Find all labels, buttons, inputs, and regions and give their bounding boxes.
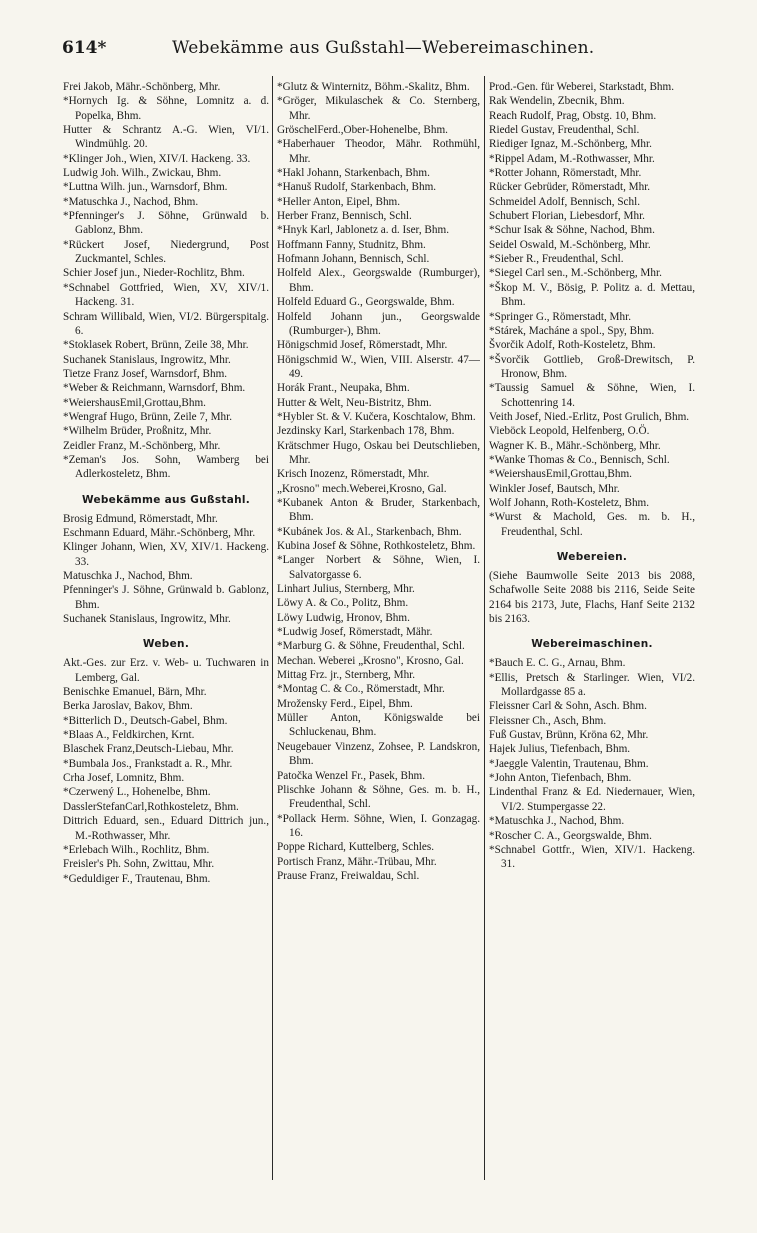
directory-entry: Tietze Franz Josef, Warnsdorf, Bhm.: [63, 367, 228, 380]
directory-entry: Klinger Johann, Wien, XV, XIV/1. Hackeng. 33.: [63, 541, 269, 568]
directory-entry: *WeiershausEmil,Grottau,Bhm.: [63, 396, 206, 409]
directory-entry: *Schnabel Gottfr., Wien, XIV/1. Hackeng. 31.: [489, 843, 695, 871]
directory-entry: *Gröger, Mikulaschek & Co. Sternberg, Mhr.: [277, 95, 480, 122]
directory-entry: Ludwig Joh. Wilh., Zwickau, Bhm.: [63, 167, 222, 180]
page-number: 614*: [62, 38, 107, 58]
directory-entry: *Wengraf Hugo, Brünn, Zeile 7, Mhr.: [63, 410, 233, 423]
directory-entry: Holfeld Johann jun., Georgswalde (Rumburger-), Bhm.: [277, 310, 480, 337]
directory-entry: Fleissner Carl & Sohn, Asch. Bhm.: [489, 700, 647, 713]
directory-entry: *Rippel Adam, M.-Rothwasser, Mhr.: [489, 152, 655, 165]
directory-entry: GröschelFerd.,Ober-Hohenelbe, Bhm.: [277, 124, 448, 137]
directory-entry: Riedel Gustav, Freudenthal, Schl.: [489, 124, 640, 137]
directory-entry: Holfeld Alex., Georgswalde (Rumburger), Bhm.: [277, 267, 480, 294]
directory-entry: Seidel Oswald, M.-Schönberg, Mhr.: [489, 238, 651, 251]
section-heading: Webekämme aus Gußstahl.: [81, 493, 251, 506]
directory-entry: Löwy Ludwig, Hronov, Bhm.: [277, 611, 410, 624]
directory-entry: Veith Josef, Nied.-Erlitz, Post Grulich, Bhm.: [489, 410, 690, 423]
directory-entry: *Hybler St. & V. Kučera, Koschtalow, Bhm.: [277, 410, 476, 423]
directory-entry: *Rückert Josef, Niedergrund, Post Zuckmantel, Schles.: [63, 238, 269, 266]
directory-entry: Hutter & Schrantz A.-G. Wien, VI/1. Windmühlg. 20.: [63, 124, 269, 151]
directory-entry: Akt.-Ges. zur Erz. v. Web- u. Tuchwaren in Lemberg, Gal.: [63, 657, 269, 684]
directory-entry: *Ludwig Josef, Römerstadt, Mähr.: [277, 626, 433, 639]
directory-entry: Fuß Gustav, Brünn, Kröna 62, Mhr.: [489, 729, 649, 742]
directory-entry: *Kubanek Anton & Bruder, Starkenbach, Bhm.: [277, 496, 480, 524]
page-title: Webekämme aus Gußstahl—Webereimaschinen.: [172, 38, 595, 58]
directory-entry: Rücker Gebrüder, Römerstadt, Mhr.: [489, 181, 651, 194]
directory-entry: *Klinger Joh., Wien, XIV/I. Hackeng. 33.: [63, 152, 251, 165]
directory-entry: Mechan. Weberei „Krosno", Krosno, Gal.: [277, 654, 464, 667]
column-right: [489, 80, 695, 1180]
directory-entry: *Hakl Johann, Starkenbach, Bhm.: [277, 167, 430, 180]
directory-entry: Riediger Ignaz, M.-Schönberg, Mhr.: [489, 138, 652, 151]
directory-entry: Suchanek Stanislaus, Ingrowitz, Mhr.: [63, 613, 231, 626]
directory-entry: Rak Wendelin, Zbecnik, Bhm.: [489, 95, 625, 108]
directory-entry: Pfenninger's J. Söhne, Grünwald b. Gablonz, Bhm.: [63, 584, 269, 611]
directory-entry: Fleissner Ch., Asch, Bhm.: [489, 714, 607, 727]
directory-entry: Winkler Josef, Bautsch, Mhr.: [489, 482, 620, 495]
section-heading: Webereimaschinen.: [531, 638, 653, 651]
directory-entry: Hajek Julius, Tiefenbach, Bhm.: [489, 743, 631, 756]
directory-entry: Zeidler Franz, M.-Schönberg, Mhr.: [63, 439, 221, 452]
directory-entry: *Bitterlich D., Deutsch-Gabel, Bhm.: [63, 714, 228, 727]
directory-entry: *Škop M. V., Bösig, P. Politz a. d. Mettau, Bhm.: [489, 281, 695, 309]
directory-entry: *Pollack Herm. Söhne, Wien, I. Gonzagag. 16.: [277, 812, 480, 839]
directory-entry: *Zeman's Jos. Sohn, Wamberg bei Adlerkosteletz, Bhm.: [63, 453, 269, 481]
directory-entry: Holfeld Eduard G., Georgswalde, Bhm.: [277, 296, 455, 309]
directory-entry: *Švorčik Gottlieb, Groß-Drewitsch, P. Hronow, Bhm.: [489, 353, 695, 380]
directory-entry: *Jaeggle Valentin, Trautenau, Bhm.: [489, 757, 649, 770]
directory-entry: *Montag C. & Co., Römerstadt, Mhr.: [277, 683, 445, 696]
directory-entry: Schram Willibald, Wien, VI/2. Bürgerspitalg. 6.: [63, 310, 269, 337]
directory-entry: *Marburg G. & Söhne, Freudenthal, Schl.: [277, 640, 465, 653]
directory-entry: Hönigschmid Josef, Römerstadt, Mhr.: [277, 339, 448, 352]
directory-entry: *Taussig Samuel & Söhne, Wien, I. Schottenring 14.: [489, 382, 695, 409]
directory-entry: *Roscher C. A., Georgswalde, Bhm.: [489, 829, 652, 842]
directory-entry: Blaschek Franz,Deutsch-Liebau, Mhr.: [63, 743, 234, 756]
directory-entry: *John Anton, Tiefenbach, Bhm.: [489, 772, 632, 785]
directory-entry: *Matuschka J., Nachod, Bhm.: [489, 815, 625, 828]
directory-entry: *WeiershausEmil,Grottau,Bhm.: [489, 468, 632, 481]
directory-entry: *Springer G., Römerstadt, Mhr.: [489, 310, 632, 323]
directory-entry: *Erlebach Wilh., Rochlitz, Bhm.: [63, 843, 210, 856]
directory-entry: *Schnabel Gottfried, Wien, XV, XIV/1. Hackeng. 31.: [63, 281, 269, 309]
section-note: (Siehe Baumwolle Seite 2013 bis 2088, Schafwolle Seite 2088 bis 2116, Seide Seite 2164 bis 2173, Jute, Flachs, Hanf Seite 2132 bis 2163.: [489, 570, 695, 626]
directory-entry: *Weber & Reichmann, Warnsdorf, Bhm.: [63, 382, 246, 395]
directory-entry: *Kubánek Jos. & Al., Starkenbach, Bhm.: [277, 525, 462, 538]
directory-entry: Herber Franz, Bennisch, Schl.: [277, 210, 412, 223]
directory-entry: *Matuschka J., Nachod, Bhm.: [63, 195, 199, 208]
directory-entry: Krätschmer Hugo, Oskau bei Deutschlieben, Mhr.: [277, 439, 480, 466]
directory-entry: DasslerStefanCarl,Rothkosteletz, Bhm.: [63, 800, 239, 813]
directory-entry: Crha Josef, Lomnitz, Bhm.: [63, 772, 185, 785]
directory-entry: Neugebauer Vinzenz, Zohsee, P. Landskron, Bhm.: [277, 740, 480, 768]
directory-entry: Hutter & Welt, Neu-Bistritz, Bhm.: [277, 396, 432, 409]
directory-entry: Suchanek Stanislaus, Ingrowitz, Mhr.: [63, 353, 231, 366]
directory-entry: Mittag Frz. jr., Sternberg, Mhr.: [277, 669, 416, 682]
directory-entry: Löwy A. & Co., Politz, Bhm.: [277, 597, 409, 610]
directory-entry: *Stárek, Macháne a spol., Spy, Bhm.: [489, 324, 655, 337]
directory-entry: *Glutz & Winternitz, Böhm.-Skalitz, Bhm.: [277, 81, 470, 93]
directory-entry: Eschmann Eduard, Mähr.-Schönberg, Mhr.: [63, 526, 256, 539]
directory-entry: *Czerwený L., Hohenelbe, Bhm.: [63, 786, 211, 799]
page-header: [62, 38, 702, 62]
directory-entry: Plischke Johann & Söhne, Ges. m. b. H., Freudenthal, Schl.: [277, 783, 480, 811]
directory-entry: *Hornych Ig. & Söhne, Lomnitz a. d. Popelka, Bhm.: [63, 95, 269, 122]
directory-entry: *Sieber R., Freudenthal, Schl.: [489, 253, 624, 266]
directory-entry: Hönigschmid W., Wien, VIII. Alserstr. 47—49.: [277, 353, 480, 380]
directory-entry: Schmeidel Adolf, Bennisch, Schl.: [489, 195, 641, 208]
directory-entry: Vieböck Leopold, Helfenberg, O.Ö.: [489, 425, 650, 438]
directory-entry: *Hnyk Karl, Jablonetz a. d. Iser, Bhm.: [277, 224, 449, 237]
directory-entry: Prause Franz, Freiwaldau, Schl.: [277, 869, 420, 882]
directory-entry: Schubert Florian, Liebesdorf, Mhr.: [489, 210, 645, 223]
directory-entry: *Haberhauer Theodor, Mähr. Rothmühl, Mhr.: [277, 138, 480, 165]
directory-entry: Müller Anton, Königswalde bei Schluckenau, Bhm.: [277, 712, 480, 739]
directory-entry: *Stoklasek Robert, Brünn, Zeile 38, Mhr.: [63, 339, 249, 352]
directory-entry: *Geduldiger F., Trautenau, Bhm.: [63, 872, 211, 885]
directory-entry: *Rotter Johann, Römerstadt, Mhr.: [489, 167, 642, 180]
directory-entry: Patočka Wenzel Fr., Pasek, Bhm.: [277, 769, 426, 782]
directory-entry: Dittrich Eduard, sen., Eduard Dittrich jun., M.-Rothwasser, Mhr.: [63, 815, 269, 842]
directory-entry: *Wurst & Machold, Ges. m. b. H., Freudenthal, Schl.: [489, 511, 695, 538]
directory-entry: Matuschka J., Nachod, Bhm.: [63, 570, 193, 582]
section-heading: Weben.: [142, 638, 190, 651]
directory-entry: Freisler's Ph. Sohn, Zwittau, Mhr.: [63, 858, 215, 871]
directory-entry: Hofmann Johann, Bennisch, Schl.: [277, 253, 430, 266]
directory-entry: Kubina Josef & Söhne, Rothkosteletz, Bhm.: [277, 540, 476, 552]
directory-entry: Horák Frant., Neupaka, Bhm.: [277, 382, 410, 395]
directory-entry: Benischke Emanuel, Bärn, Mhr.: [63, 686, 207, 699]
directory-entry: Prod.-Gen. für Weberei, Starkstadt, Bhm.: [489, 81, 675, 93]
directory-entry: *Schur Isak & Söhne, Nachod, Bhm.: [489, 224, 655, 237]
directory-entry: Schier Josef jun., Nieder-Rochlitz, Bhm.: [63, 267, 245, 280]
directory-entry: Wolf Johann, Roth-Kosteletz, Bhm.: [489, 496, 650, 509]
directory-entry: Lindenthal Franz & Ed. Niedernauer, Wien, VI/2. Stumpergasse 22.: [489, 786, 695, 813]
directory-entry: *Luttna Wilh. jun., Warnsdorf, Bhm.: [63, 181, 228, 194]
directory-entry: Krisch Inozenz, Römerstadt, Mhr.: [277, 468, 430, 481]
directory-entry: *Ellis, Pretsch & Starlinger. Wien, VI/2. Mollardgasse 85 a.: [489, 671, 695, 699]
directory-entry: *Siegel Carl sen., M.-Schönberg, Mhr.: [489, 267, 662, 280]
directory-entry: Linhart Julius, Sternberg, Mhr.: [277, 583, 415, 596]
directory-entry: *Bauch E. C. G., Arnau, Bhm.: [489, 657, 626, 670]
directory-entry: Hoffmann Fanny, Studnitz, Bhm.: [277, 238, 426, 251]
directory-entry: Frei Jakob, Mähr.-Schönberg, Mhr.: [63, 81, 221, 93]
directory-entry: *Langer Norbert & Söhne, Wien, I. Salvatorgasse 6.: [277, 554, 480, 581]
directory-entry: „Krosno" mech.Weberei,Krosno, Gal.: [277, 482, 447, 495]
column-divider: [484, 76, 485, 1180]
directory-entry: Poppe Richard, Kuttelberg, Schles.: [277, 841, 435, 854]
directory-entry: *Pfenninger's J. Söhne, Grünwald b. Gablonz, Bhm.: [63, 210, 269, 237]
directory-entry: Portisch Franz, Mähr.-Trübau, Mhr.: [277, 855, 437, 868]
directory-entry: Mrožensky Ferd., Eipel, Bhm.: [277, 697, 413, 710]
directory-entry: *Hanuš Rudolf, Starkenbach, Bhm.: [277, 181, 437, 194]
directory-entry: Wagner K. B., Mähr.-Schönberg, Mhr.: [489, 439, 661, 452]
directory-entry: *Bumbala Jos., Frankstadt a. R., Mhr.: [63, 757, 233, 770]
directory-entry: Brosig Edmund, Römerstadt, Mhr.: [63, 512, 218, 525]
directory-entry: Jezdinsky Karl, Starkenbach 178, Bhm.: [277, 425, 455, 438]
directory-entry: *Wanke Thomas & Co., Bennisch, Schl.: [489, 453, 670, 466]
directory-entry: *Blaas A., Feldkirchen, Krnt.: [63, 729, 195, 742]
column-divider: [272, 76, 273, 1180]
column-left: [63, 80, 269, 1180]
directory-entry: Švorčik Adolf, Roth-Kosteletz, Bhm.: [489, 339, 656, 352]
section-heading: Webereien.: [556, 551, 628, 563]
directory-entry: Reach Rudolf, Prag, Obstg. 10, Bhm.: [489, 109, 657, 122]
directory-entry: *Wilhelm Brüder, Proßnitz, Mhr.: [63, 425, 212, 438]
directory-entry: *Heller Anton, Eipel, Bhm.: [277, 195, 401, 208]
directory-entry: Berka Jaroslav, Bakov, Bhm.: [63, 700, 193, 713]
column-middle: [277, 80, 480, 1180]
